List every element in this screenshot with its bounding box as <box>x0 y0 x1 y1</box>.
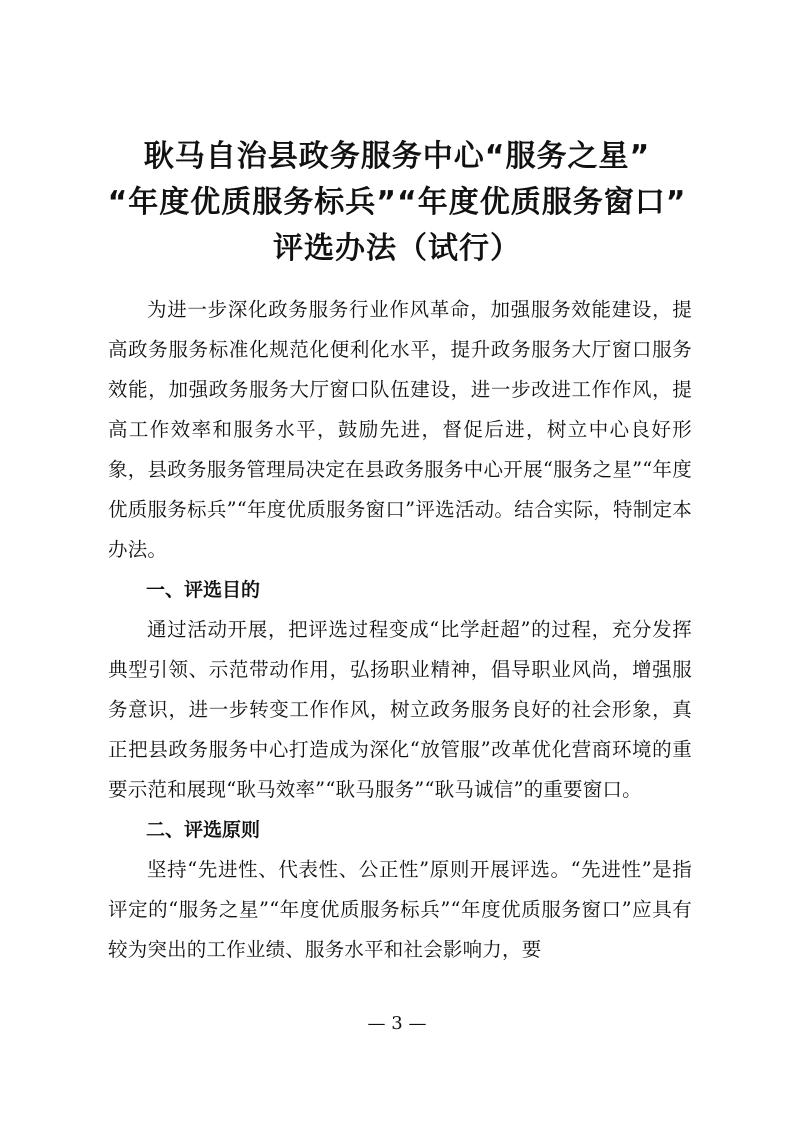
section-heading-principles: 二、评选原则 <box>146 819 261 841</box>
document-title-line-2: “年度优质服务标兵”“年度优质服务窗口” <box>107 185 687 220</box>
section-paragraph-principles: 坚持“先进性、代表性、公正性”原则开展评选。“先进性”是指评定的“服务之星”“年度优质服务标兵”“年度优质服务窗口”应具有较为突出的工作业绩、服务水平和社会影响力，要 <box>108 858 692 961</box>
document-body <box>108 290 692 970</box>
section-heading-purpose: 一、评选目的 <box>146 579 261 601</box>
intro-paragraph: 为进一步深化政务服务行业作风革命，加强服务效能建设，提高政务服务标准化规范化便利化水平，提升政务服务大厅窗口服务效能，加强政务服务大厅窗口队伍建设，进一步改进工作作风，提高工作效率和服务水平，鼓励先进，督促后进，树立中心良好形象，县政务服务管理局决定在县政务服务中心开展“服务之星”“年度优质服务标兵”“年度优质服务窗口”评选活动。结合实际，特制定本办法。 <box>108 298 692 561</box>
page-number: — 3 — <box>367 1013 427 1034</box>
document-title-line-1: 耿马自治县政务服务中心“服务之星” <box>143 139 651 174</box>
section-paragraph-purpose: 通过活动开展，把评选过程变成“比学赶超”的过程，充分发挥典型引领、示范带动作用，弘扬职业精神，倡导职业风尚，增强服务意识，进一步转变工作作风，树立政务服务良好的社会形象，真正把县政务服务中心打造成为深化“放管服”改革优化营商环境的重要示范和展现“耿马效率”“耿马服务”“耿马诚信”的重要窗口。 <box>108 618 692 801</box>
document-title-line-3: 评选办法（试行） <box>273 231 521 266</box>
